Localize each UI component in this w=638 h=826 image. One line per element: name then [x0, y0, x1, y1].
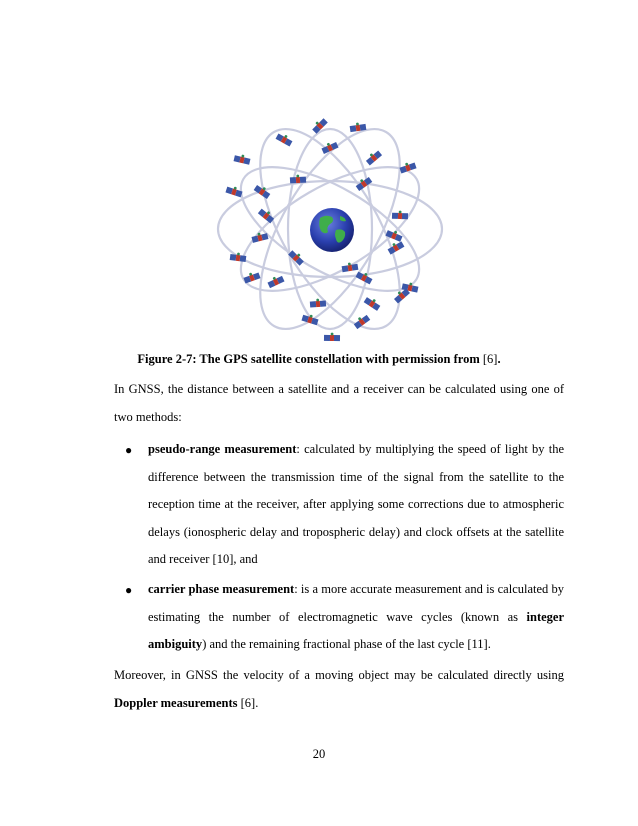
term-pseudo-range: pseudo-range measurement	[148, 442, 297, 456]
bullet-item-carrier-phase	[148, 576, 564, 659]
satellite-icon	[266, 274, 284, 288]
satellite-icon	[234, 153, 251, 165]
satellite-icon	[364, 149, 382, 166]
satellite-icon	[324, 332, 340, 341]
bullet-icon: ●	[125, 583, 133, 597]
caption-end: .	[497, 352, 501, 366]
caption-reference: [6]	[482, 352, 498, 366]
closing-reference: [6].	[237, 696, 259, 710]
carrier-phase-description: : is a more accurate measurement and is calculated by estimating the number of electromagnetic wave cycles (known as	[148, 582, 564, 624]
satellite-icon	[243, 270, 261, 283]
carrier-phase-description-end: ) and the remaining fractional phase of the last cycle [11].	[202, 637, 491, 651]
term-doppler: Doppler measurements	[114, 696, 238, 710]
figure-caption	[0, 352, 638, 367]
closing-paragraph	[114, 661, 564, 717]
caption-label: Figure 2-7: The GPS satellite constellation with permission from	[137, 352, 480, 366]
earth-globe	[310, 208, 354, 252]
closing-text: Moreover, in GNSS the velocity of a moving object may be calculated directly using	[114, 668, 564, 682]
bullet-item-pseudo-range	[148, 436, 564, 574]
bullet-icon: ●	[125, 443, 133, 457]
gps-constellation-figure	[212, 108, 448, 350]
satellite-icon	[364, 295, 382, 311]
satellite-icon	[276, 131, 294, 146]
intro-paragraph: In GNSS, the distance between a satellite and a receiver can be calculated using one of two methods:	[114, 382, 564, 424]
pseudo-range-description: : calculated by multiplying the speed of light by the difference between the transmission time of the signal from the satellite to the reception time at the receiver, after applying some corrections due to atmospheric delays (ionospheric delay and tropospheric delay) and clock offsets at the satellite and receiver [10], and	[148, 442, 564, 566]
satellite-icon	[290, 174, 306, 183]
page-number: 20	[312, 747, 326, 761]
satellite-icon	[392, 210, 408, 219]
term-carrier-phase: carrier phase measurement	[148, 582, 295, 596]
term-integer-ambiguity: integer ambiguity	[148, 609, 564, 651]
